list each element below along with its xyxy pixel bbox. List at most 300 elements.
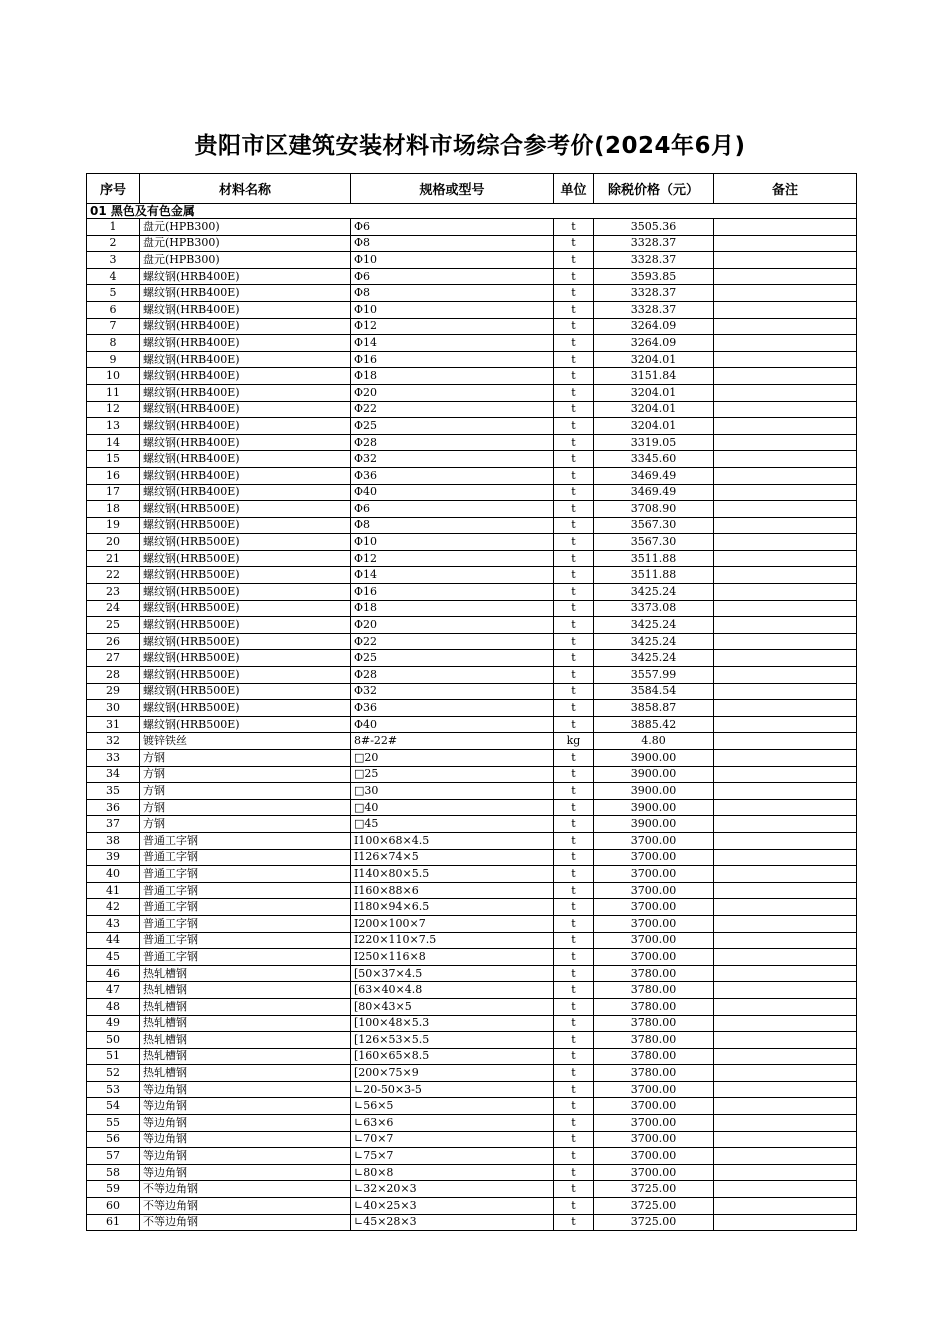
material-name: 螺纹钢(HRB400E) bbox=[140, 268, 351, 285]
spec-model: Φ14 bbox=[351, 567, 554, 584]
material-name: 不等边角钢 bbox=[140, 1181, 351, 1198]
row-index: 56 bbox=[87, 1131, 140, 1148]
section-label: 01 黑色及有色金属 bbox=[87, 204, 857, 219]
table-row bbox=[87, 1065, 857, 1082]
unit: t bbox=[554, 1181, 594, 1198]
row-index: 6 bbox=[87, 301, 140, 318]
unit: t bbox=[554, 1164, 594, 1181]
note bbox=[714, 932, 857, 949]
table-row bbox=[87, 1181, 857, 1198]
unit: t bbox=[554, 584, 594, 601]
spec-model: [80×43×5 bbox=[351, 998, 554, 1015]
note bbox=[714, 318, 857, 335]
table-row bbox=[87, 1098, 857, 1115]
note bbox=[714, 1015, 857, 1032]
table-row bbox=[87, 351, 857, 368]
unit: t bbox=[554, 301, 594, 318]
price: 3469.49 bbox=[594, 484, 714, 501]
row-index: 8 bbox=[87, 335, 140, 352]
spec-model: Φ6 bbox=[351, 268, 554, 285]
material-name: 普通工字钢 bbox=[140, 932, 351, 949]
unit: t bbox=[554, 750, 594, 767]
unit: t bbox=[554, 268, 594, 285]
table-header-row bbox=[87, 174, 857, 204]
price: 3700.00 bbox=[594, 1148, 714, 1165]
table-row bbox=[87, 915, 857, 932]
price: 3780.00 bbox=[594, 1065, 714, 1082]
spec-model: ∟75×7 bbox=[351, 1148, 554, 1165]
price: 3700.00 bbox=[594, 1115, 714, 1132]
note bbox=[714, 252, 857, 269]
note bbox=[714, 766, 857, 783]
note bbox=[714, 1198, 857, 1215]
unit: t bbox=[554, 866, 594, 883]
material-name: 盘元(HPB300) bbox=[140, 252, 351, 269]
note bbox=[714, 700, 857, 717]
spec-model: [63×40×4.8 bbox=[351, 982, 554, 999]
unit: t bbox=[554, 1148, 594, 1165]
material-name: 螺纹钢(HRB400E) bbox=[140, 418, 351, 435]
spec-model: ∟40×25×3 bbox=[351, 1198, 554, 1215]
table-row bbox=[87, 268, 857, 285]
material-name: 普通工字钢 bbox=[140, 949, 351, 966]
price: 3780.00 bbox=[594, 982, 714, 999]
spec-model: Φ20 bbox=[351, 384, 554, 401]
note bbox=[714, 915, 857, 932]
spec-model: Φ10 bbox=[351, 252, 554, 269]
spec-model: Φ28 bbox=[351, 434, 554, 451]
row-index: 46 bbox=[87, 965, 140, 982]
row-index: 47 bbox=[87, 982, 140, 999]
unit: t bbox=[554, 633, 594, 650]
table-row bbox=[87, 1115, 857, 1132]
price: 3373.08 bbox=[594, 600, 714, 617]
price: 3900.00 bbox=[594, 766, 714, 783]
table-row bbox=[87, 882, 857, 899]
unit: t bbox=[554, 998, 594, 1015]
table-row bbox=[87, 866, 857, 883]
note bbox=[714, 882, 857, 899]
row-index: 36 bbox=[87, 799, 140, 816]
table-row bbox=[87, 899, 857, 916]
unit: t bbox=[554, 650, 594, 667]
row-index: 42 bbox=[87, 899, 140, 916]
material-name: 螺纹钢(HRB500E) bbox=[140, 700, 351, 717]
unit: t bbox=[554, 1214, 594, 1231]
spec-model: Φ16 bbox=[351, 584, 554, 601]
note bbox=[714, 866, 857, 883]
table-row bbox=[87, 998, 857, 1015]
spec-model: [50×37×4.5 bbox=[351, 965, 554, 982]
spec-model: □30 bbox=[351, 783, 554, 800]
spec-model: ∟56×5 bbox=[351, 1098, 554, 1115]
price: 3700.00 bbox=[594, 899, 714, 916]
price-table bbox=[86, 173, 857, 1231]
spec-model: [126×53×5.5 bbox=[351, 1032, 554, 1049]
table-row bbox=[87, 401, 857, 418]
row-index: 13 bbox=[87, 418, 140, 435]
spec-model: [160×65×8.5 bbox=[351, 1048, 554, 1065]
price: 3725.00 bbox=[594, 1214, 714, 1231]
spec-model: □45 bbox=[351, 816, 554, 833]
unit: t bbox=[554, 1065, 594, 1082]
note bbox=[714, 716, 857, 733]
material-name: 螺纹钢(HRB500E) bbox=[140, 633, 351, 650]
unit: t bbox=[554, 1098, 594, 1115]
row-index: 18 bbox=[87, 501, 140, 518]
row-index: 37 bbox=[87, 816, 140, 833]
note bbox=[714, 998, 857, 1015]
table-row bbox=[87, 816, 857, 833]
table-row bbox=[87, 467, 857, 484]
spec-model: Φ8 bbox=[351, 235, 554, 252]
note bbox=[714, 965, 857, 982]
price: 3780.00 bbox=[594, 1048, 714, 1065]
row-index: 52 bbox=[87, 1065, 140, 1082]
material-name: 螺纹钢(HRB500E) bbox=[140, 517, 351, 534]
note bbox=[714, 567, 857, 584]
header-price: 除税价格（元） bbox=[594, 174, 714, 204]
spec-model: Φ18 bbox=[351, 600, 554, 617]
material-name: 螺纹钢(HRB400E) bbox=[140, 384, 351, 401]
unit: t bbox=[554, 965, 594, 982]
material-name: 螺纹钢(HRB500E) bbox=[140, 650, 351, 667]
unit: t bbox=[554, 600, 594, 617]
price: 3593.85 bbox=[594, 268, 714, 285]
material-name: 螺纹钢(HRB500E) bbox=[140, 534, 351, 551]
spec-model: I100×68×4.5 bbox=[351, 832, 554, 849]
table-row bbox=[87, 1198, 857, 1215]
price: 3557.99 bbox=[594, 667, 714, 684]
row-index: 53 bbox=[87, 1081, 140, 1098]
price: 3700.00 bbox=[594, 832, 714, 849]
table-body bbox=[87, 204, 857, 1231]
material-name: 螺纹钢(HRB500E) bbox=[140, 617, 351, 634]
material-name: 方钢 bbox=[140, 783, 351, 800]
note bbox=[714, 832, 857, 849]
material-name: 热轧槽钢 bbox=[140, 1048, 351, 1065]
note bbox=[714, 451, 857, 468]
table-row bbox=[87, 750, 857, 767]
table-row bbox=[87, 783, 857, 800]
table-row bbox=[87, 368, 857, 385]
spec-model: □20 bbox=[351, 750, 554, 767]
table-row bbox=[87, 716, 857, 733]
note bbox=[714, 667, 857, 684]
spec-model: Φ6 bbox=[351, 219, 554, 236]
row-index: 2 bbox=[87, 235, 140, 252]
material-name: 热轧槽钢 bbox=[140, 965, 351, 982]
price: 3700.00 bbox=[594, 949, 714, 966]
header-unit: 单位 bbox=[554, 174, 594, 204]
note bbox=[714, 351, 857, 368]
unit: t bbox=[554, 1115, 594, 1132]
material-name: 螺纹钢(HRB400E) bbox=[140, 451, 351, 468]
unit: t bbox=[554, 700, 594, 717]
spec-model: Φ6 bbox=[351, 501, 554, 518]
material-name: 等边角钢 bbox=[140, 1115, 351, 1132]
spec-model: Φ16 bbox=[351, 351, 554, 368]
note bbox=[714, 650, 857, 667]
spec-model: Φ18 bbox=[351, 368, 554, 385]
table-row bbox=[87, 700, 857, 717]
table-row bbox=[87, 1015, 857, 1032]
note bbox=[714, 384, 857, 401]
price: 3319.05 bbox=[594, 434, 714, 451]
unit: t bbox=[554, 683, 594, 700]
note bbox=[714, 733, 857, 750]
note bbox=[714, 467, 857, 484]
unit: t bbox=[554, 318, 594, 335]
unit: t bbox=[554, 617, 594, 634]
note bbox=[714, 285, 857, 302]
spec-model: Φ12 bbox=[351, 550, 554, 567]
unit: t bbox=[554, 467, 594, 484]
material-name: 螺纹钢(HRB400E) bbox=[140, 467, 351, 484]
note bbox=[714, 368, 857, 385]
material-name: 等边角钢 bbox=[140, 1164, 351, 1181]
row-index: 25 bbox=[87, 617, 140, 634]
unit: t bbox=[554, 235, 594, 252]
note bbox=[714, 949, 857, 966]
unit: t bbox=[554, 716, 594, 733]
table-row bbox=[87, 733, 857, 750]
table-row bbox=[87, 550, 857, 567]
price: 3345.60 bbox=[594, 451, 714, 468]
table-row bbox=[87, 982, 857, 999]
material-name: 方钢 bbox=[140, 766, 351, 783]
unit: t bbox=[554, 401, 594, 418]
material-name: 盘元(HPB300) bbox=[140, 219, 351, 236]
unit: t bbox=[554, 949, 594, 966]
price: 3900.00 bbox=[594, 783, 714, 800]
spec-model: I220×110×7.5 bbox=[351, 932, 554, 949]
unit: t bbox=[554, 252, 594, 269]
unit: t bbox=[554, 351, 594, 368]
note bbox=[714, 783, 857, 800]
row-index: 39 bbox=[87, 849, 140, 866]
note bbox=[714, 799, 857, 816]
material-name: 热轧槽钢 bbox=[140, 1032, 351, 1049]
material-name: 热轧槽钢 bbox=[140, 1015, 351, 1032]
unit: t bbox=[554, 567, 594, 584]
material-name: 螺纹钢(HRB500E) bbox=[140, 501, 351, 518]
price: 3780.00 bbox=[594, 998, 714, 1015]
row-index: 61 bbox=[87, 1214, 140, 1231]
material-name: 螺纹钢(HRB400E) bbox=[140, 434, 351, 451]
note bbox=[714, 434, 857, 451]
price: 3708.90 bbox=[594, 501, 714, 518]
price: 4.80 bbox=[594, 733, 714, 750]
unit: t bbox=[554, 667, 594, 684]
unit: t bbox=[554, 915, 594, 932]
header-note: 备注 bbox=[714, 174, 857, 204]
table-row bbox=[87, 1048, 857, 1065]
price: 3584.54 bbox=[594, 683, 714, 700]
row-index: 17 bbox=[87, 484, 140, 501]
section-row bbox=[87, 204, 857, 219]
table-row bbox=[87, 285, 857, 302]
material-name: 热轧槽钢 bbox=[140, 998, 351, 1015]
row-index: 10 bbox=[87, 368, 140, 385]
spec-model: Φ32 bbox=[351, 451, 554, 468]
table-row bbox=[87, 832, 857, 849]
spec-model: Φ36 bbox=[351, 467, 554, 484]
row-index: 59 bbox=[87, 1181, 140, 1198]
table-row bbox=[87, 335, 857, 352]
spec-model: Φ10 bbox=[351, 534, 554, 551]
row-index: 28 bbox=[87, 667, 140, 684]
spec-model: 8#-22# bbox=[351, 733, 554, 750]
price: 3264.09 bbox=[594, 335, 714, 352]
price: 3900.00 bbox=[594, 816, 714, 833]
row-index: 60 bbox=[87, 1198, 140, 1215]
price: 3204.01 bbox=[594, 351, 714, 368]
material-name: 不等边角钢 bbox=[140, 1214, 351, 1231]
unit: t bbox=[554, 550, 594, 567]
unit: t bbox=[554, 501, 594, 518]
table-row bbox=[87, 633, 857, 650]
note bbox=[714, 1065, 857, 1082]
price: 3700.00 bbox=[594, 882, 714, 899]
spec-model: Φ8 bbox=[351, 285, 554, 302]
note bbox=[714, 517, 857, 534]
spec-model: Φ28 bbox=[351, 667, 554, 684]
unit: t bbox=[554, 534, 594, 551]
material-name: 普通工字钢 bbox=[140, 915, 351, 932]
note bbox=[714, 1131, 857, 1148]
spec-model: Φ36 bbox=[351, 700, 554, 717]
price: 3328.37 bbox=[594, 235, 714, 252]
table-row bbox=[87, 650, 857, 667]
spec-model: Φ22 bbox=[351, 633, 554, 650]
row-index: 24 bbox=[87, 600, 140, 617]
material-name: 普通工字钢 bbox=[140, 882, 351, 899]
spec-model: I126×74×5 bbox=[351, 849, 554, 866]
unit: t bbox=[554, 783, 594, 800]
material-name: 普通工字钢 bbox=[140, 849, 351, 866]
material-name: 普通工字钢 bbox=[140, 832, 351, 849]
note bbox=[714, 501, 857, 518]
table-row bbox=[87, 235, 857, 252]
unit: t bbox=[554, 1131, 594, 1148]
row-index: 15 bbox=[87, 451, 140, 468]
unit: t bbox=[554, 285, 594, 302]
note bbox=[714, 617, 857, 634]
unit: t bbox=[554, 451, 594, 468]
price: 3511.88 bbox=[594, 567, 714, 584]
note bbox=[714, 1181, 857, 1198]
price: 3469.49 bbox=[594, 467, 714, 484]
unit: t bbox=[554, 1032, 594, 1049]
unit: t bbox=[554, 517, 594, 534]
table-row bbox=[87, 517, 857, 534]
price: 3204.01 bbox=[594, 401, 714, 418]
spec-model: I160×88×6 bbox=[351, 882, 554, 899]
price: 3328.37 bbox=[594, 301, 714, 318]
price: 3151.84 bbox=[594, 368, 714, 385]
note bbox=[714, 1081, 857, 1098]
row-index: 20 bbox=[87, 534, 140, 551]
unit: t bbox=[554, 832, 594, 849]
unit: t bbox=[554, 368, 594, 385]
price: 3204.01 bbox=[594, 418, 714, 435]
row-index: 7 bbox=[87, 318, 140, 335]
unit: t bbox=[554, 816, 594, 833]
row-index: 33 bbox=[87, 750, 140, 767]
material-name: 镀锌铁丝 bbox=[140, 733, 351, 750]
price: 3425.24 bbox=[594, 650, 714, 667]
note bbox=[714, 584, 857, 601]
row-index: 32 bbox=[87, 733, 140, 750]
note bbox=[714, 1032, 857, 1049]
material-name: 螺纹钢(HRB400E) bbox=[140, 335, 351, 352]
material-name: 等边角钢 bbox=[140, 1098, 351, 1115]
row-index: 55 bbox=[87, 1115, 140, 1132]
table-row bbox=[87, 318, 857, 335]
price: 3425.24 bbox=[594, 617, 714, 634]
spec-model: Φ40 bbox=[351, 484, 554, 501]
row-index: 14 bbox=[87, 434, 140, 451]
spec-model: Φ40 bbox=[351, 716, 554, 733]
material-name: 螺纹钢(HRB400E) bbox=[140, 368, 351, 385]
unit: t bbox=[554, 899, 594, 916]
row-index: 16 bbox=[87, 467, 140, 484]
price: 3780.00 bbox=[594, 1015, 714, 1032]
row-index: 27 bbox=[87, 650, 140, 667]
note bbox=[714, 1048, 857, 1065]
row-index: 9 bbox=[87, 351, 140, 368]
note bbox=[714, 849, 857, 866]
note bbox=[714, 633, 857, 650]
row-index: 29 bbox=[87, 683, 140, 700]
table-row bbox=[87, 766, 857, 783]
row-index: 21 bbox=[87, 550, 140, 567]
material-name: 螺纹钢(HRB400E) bbox=[140, 351, 351, 368]
note bbox=[714, 235, 857, 252]
note bbox=[714, 418, 857, 435]
unit: t bbox=[554, 1198, 594, 1215]
unit: t bbox=[554, 849, 594, 866]
spec-model: [100×48×5.3 bbox=[351, 1015, 554, 1032]
material-name: 螺纹钢(HRB500E) bbox=[140, 550, 351, 567]
material-name: 螺纹钢(HRB500E) bbox=[140, 600, 351, 617]
table-row bbox=[87, 584, 857, 601]
material-name: 螺纹钢(HRB400E) bbox=[140, 401, 351, 418]
table-row bbox=[87, 534, 857, 551]
price: 3700.00 bbox=[594, 866, 714, 883]
table-row bbox=[87, 949, 857, 966]
unit: t bbox=[554, 766, 594, 783]
spec-model: Φ12 bbox=[351, 318, 554, 335]
row-index: 50 bbox=[87, 1032, 140, 1049]
spec-model: ∟70×7 bbox=[351, 1131, 554, 1148]
price: 3328.37 bbox=[594, 252, 714, 269]
table-row bbox=[87, 965, 857, 982]
spec-model: Φ25 bbox=[351, 418, 554, 435]
note bbox=[714, 683, 857, 700]
note bbox=[714, 982, 857, 999]
table-row bbox=[87, 1148, 857, 1165]
row-index: 23 bbox=[87, 584, 140, 601]
page-title: 贵阳市区建筑安装材料市场综合参考价(2024年6月) bbox=[194, 133, 746, 159]
row-index: 58 bbox=[87, 1164, 140, 1181]
note bbox=[714, 1148, 857, 1165]
unit: t bbox=[554, 1048, 594, 1065]
table-row bbox=[87, 932, 857, 949]
price: 3700.00 bbox=[594, 1131, 714, 1148]
row-index: 34 bbox=[87, 766, 140, 783]
